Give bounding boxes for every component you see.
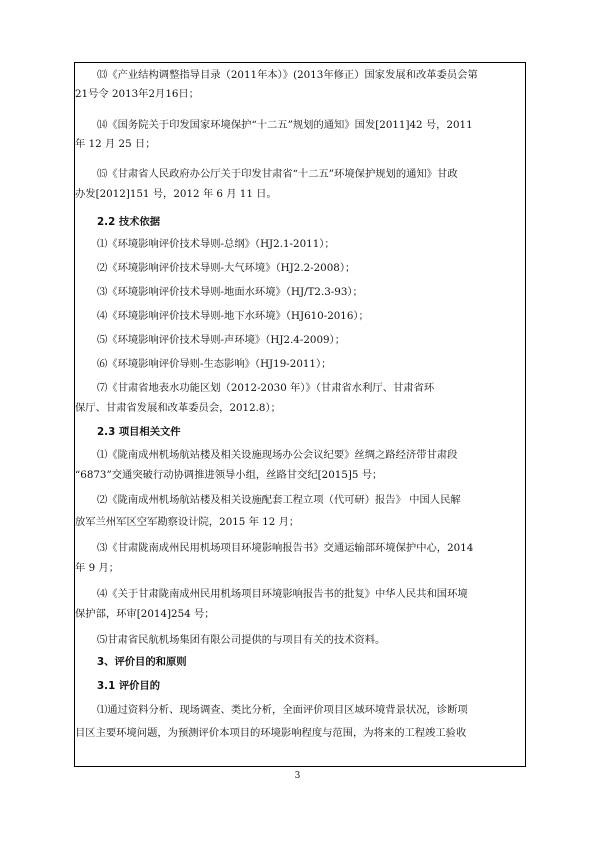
text-line: ⑺《甘肃省地表水功能区划（2012-2030 年）》（甘肃省水利厅、甘肃省环 [97, 382, 435, 394]
section-heading: 3、评价目的和原则 [97, 656, 187, 668]
text-line: 放军兰州军区空军勘察设计院，2015 年 12 月； [75, 516, 300, 528]
text-line: ⑴通过资料分析、现场调查、类比分析，全面评价项目区域环境背景状况，诊断项 [97, 704, 468, 716]
text-line: ⑷《关于甘肃陇南成州民用机场项目环境影响报告书的批复》中华人民共和国环境 [97, 588, 468, 600]
text-line: 年 12 月 25 日； [75, 138, 156, 150]
section-heading: 2.3 项目相关文件 [97, 426, 181, 438]
text-line: ⑸《环境影响评价技术导则-声环境》（HJ2.4-2009）； [97, 334, 345, 346]
text-line: ⒁《国务院关于印发国家环境保护“十二五”规划的通知》国发[2011]42 号，2011 [97, 119, 473, 131]
text-line: ⒂《甘肃省人民政府办公厅关于印发甘肃省“十二五”环境保护规划的通知》甘政 [97, 168, 458, 180]
text-line: ⑵《环境影响评价技术导则-大气环境》（HJ2.2-2008）； [97, 262, 356, 274]
text-line: 保厅、甘肃省发展和改革委员会，2012.8）； [75, 402, 281, 414]
page-number: 3 [294, 771, 301, 781]
text-line: ⑶《环境影响评价技术导则-地面水环境》（HJ/T2.3-93）； [97, 286, 363, 298]
text-line: ⑹《环境影响评价导则-生态影响》（HJ19-2011）； [97, 358, 332, 370]
text-line: ⑷《环境影响评价技术导则-地下水环境》（HJ610-2016）； [97, 310, 369, 322]
text-line: ⑴《环境影响评价技术导则-总纲》（HJ2.1-2011）； [97, 238, 335, 250]
text-line: ⑸甘肃省民航机场集团有限公司提供的与项目有关的技术资料。 [97, 634, 386, 646]
text-line: “6873”交通突破行动协调推进领导小组，丝路甘交纪[2015]5 号； [75, 469, 383, 481]
text-line: ⑴《陇南成州机场航站楼及相关设施现场办公会议纪要》丝绸之路经济带甘肃段 [97, 449, 458, 461]
text-line: 目区主要环境问题，为预测评价本项目的环境影响程度与范围，为将来的工程竣工验收 [75, 727, 467, 739]
text-line: ⑶《甘肃陇南成州民用机场项目环境影响报告书》交通运输部环境保护中心，2014 [97, 542, 474, 554]
text-line: 年 9 月； [75, 562, 119, 574]
section-heading: 2.2 技术依据 [97, 216, 161, 228]
text-line: 办发[2012]151 号，2012 年 6 月 11 日。 [75, 188, 277, 200]
text-line: ⒀《产业结构调整指导目录（2011年本）》(2013年修正）国家发展和改革委员会第 [97, 69, 478, 81]
content-frame [74, 62, 526, 767]
text-line: 保护部，环审[2014]254 号； [75, 608, 215, 620]
section-heading: 3.1 评价目的 [97, 680, 161, 692]
text-line: 21号令 2013年2月16日； [75, 88, 200, 100]
text-line: ⑵《陇南成州机场航站楼及相关设施配套工程立项（代可研）报告》 中国人民解 [97, 494, 461, 506]
